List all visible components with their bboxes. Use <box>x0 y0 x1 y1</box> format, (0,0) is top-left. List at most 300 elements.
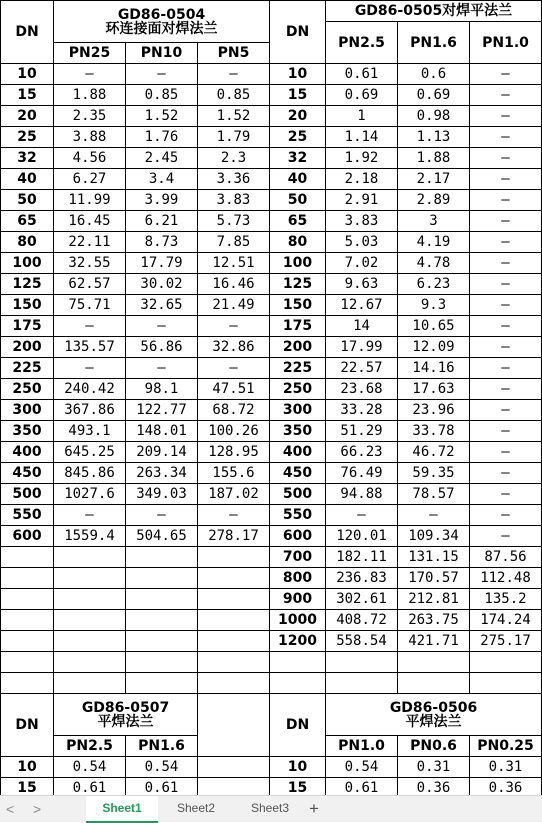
value-cell[interactable]: 4.56 <box>54 148 126 169</box>
value-cell[interactable]: 59.35 <box>398 463 470 484</box>
value-cell[interactable]: 21.49 <box>198 295 270 316</box>
value-cell[interactable]: 1.14 <box>326 127 398 148</box>
dn-cell[interactable]: 150 <box>1 295 54 316</box>
col-header[interactable]: PN10 <box>126 43 198 64</box>
value-cell[interactable]: — <box>126 64 198 85</box>
value-cell[interactable]: 9.63 <box>326 274 398 295</box>
value-cell[interactable]: 4.19 <box>398 232 470 253</box>
dn-cell[interactable]: 550 <box>1 505 54 526</box>
value-cell[interactable]: 17.79 <box>126 253 198 274</box>
value-cell[interactable] <box>54 547 126 568</box>
dn-cell[interactable]: 20 <box>270 106 326 127</box>
value-cell[interactable] <box>54 631 126 652</box>
dn-cell[interactable]: 400 <box>1 442 54 463</box>
value-cell[interactable]: 32.86 <box>198 337 270 358</box>
cell[interactable] <box>198 694 270 757</box>
value-cell[interactable]: — <box>54 505 126 526</box>
dn-cell[interactable]: 800 <box>270 568 326 589</box>
dn-cell[interactable] <box>1 610 54 631</box>
value-cell[interactable] <box>198 652 270 673</box>
table-row <box>1 64 542 85</box>
value-cell[interactable]: 32.65 <box>126 295 198 316</box>
value-cell[interactable]: — <box>470 295 542 316</box>
dn-cell[interactable]: 15 <box>270 778 326 796</box>
value-cell[interactable]: 16.45 <box>54 211 126 232</box>
next-sheet-icon[interactable]: > <box>33 801 42 817</box>
dn-cell[interactable]: 15 <box>1 778 54 796</box>
value-cell[interactable]: — <box>126 358 198 379</box>
col-header[interactable]: PN2.5 <box>326 22 398 64</box>
value-cell[interactable] <box>326 652 398 673</box>
dn-cell[interactable]: 32 <box>270 148 326 169</box>
dn-cell[interactable]: 15 <box>270 85 326 106</box>
dn-cell[interactable]: 300 <box>1 400 54 421</box>
table-row <box>1 484 542 505</box>
dn-cell[interactable]: 1000 <box>270 610 326 631</box>
value-cell[interactable]: 504.65 <box>126 526 198 547</box>
value-cell[interactable]: 302.61 <box>326 589 398 610</box>
dn-cell[interactable] <box>270 673 326 694</box>
value-cell[interactable]: 408.72 <box>326 610 398 631</box>
value-cell[interactable]: 170.57 <box>398 568 470 589</box>
value-cell[interactable]: 0.69 <box>326 85 398 106</box>
value-cell[interactable] <box>126 589 198 610</box>
table-title-0507[interactable] <box>54 694 198 736</box>
value-cell[interactable]: — <box>470 463 542 484</box>
value-cell[interactable]: 66.23 <box>326 442 398 463</box>
table-title-0505[interactable]: GD86-0505对焊平法兰 <box>326 1 542 22</box>
value-cell[interactable]: — <box>470 505 542 526</box>
value-cell[interactable]: 9.3 <box>398 295 470 316</box>
value-cell[interactable]: 278.17 <box>198 526 270 547</box>
value-cell[interactable]: 135.57 <box>54 337 126 358</box>
value-cell[interactable]: 187.02 <box>198 484 270 505</box>
value-cell[interactable]: 5.73 <box>198 211 270 232</box>
value-cell[interactable]: 135.2 <box>470 589 542 610</box>
value-cell[interactable] <box>54 589 126 610</box>
value-cell[interactable]: 3.4 <box>126 169 198 190</box>
value-cell[interactable]: 7.85 <box>198 232 270 253</box>
value-cell[interactable]: 1.88 <box>54 85 126 106</box>
dn-cell[interactable]: 400 <box>270 442 326 463</box>
value-cell[interactable]: 12.09 <box>398 337 470 358</box>
value-cell[interactable]: 3.83 <box>198 190 270 211</box>
value-cell[interactable]: 2.45 <box>126 148 198 169</box>
dn-cell[interactable] <box>1 652 54 673</box>
dn-cell[interactable]: 125 <box>1 274 54 295</box>
table-row <box>1 190 542 211</box>
table-row <box>1 547 542 568</box>
value-cell[interactable]: 112.48 <box>470 568 542 589</box>
dn-cell[interactable]: 250 <box>1 379 54 400</box>
value-cell[interactable]: — <box>470 400 542 421</box>
value-cell[interactable] <box>198 547 270 568</box>
dn-cell[interactable]: 25 <box>1 127 54 148</box>
dn-cell[interactable]: 25 <box>270 127 326 148</box>
value-cell[interactable]: — <box>470 106 542 127</box>
value-cell[interactable]: — <box>54 316 126 337</box>
value-cell[interactable]: — <box>198 505 270 526</box>
dn-cell[interactable] <box>1 568 54 589</box>
value-cell[interactable]: 10.65 <box>398 316 470 337</box>
value-cell[interactable]: 2.3 <box>198 148 270 169</box>
value-cell[interactable]: 1.92 <box>326 148 398 169</box>
value-cell[interactable] <box>198 757 270 778</box>
value-cell[interactable] <box>326 673 398 694</box>
value-cell[interactable]: 558.54 <box>326 631 398 652</box>
value-cell[interactable]: 0.85 <box>126 85 198 106</box>
dn-cell[interactable]: 32 <box>1 148 54 169</box>
value-cell[interactable]: 16.46 <box>198 274 270 295</box>
value-cell[interactable]: 148.01 <box>126 421 198 442</box>
value-cell[interactable]: 2.35 <box>54 106 126 127</box>
dn-cell[interactable]: 50 <box>1 190 54 211</box>
value-cell[interactable]: 33.78 <box>398 421 470 442</box>
dn-cell[interactable]: 100 <box>1 253 54 274</box>
value-cell[interactable]: — <box>470 211 542 232</box>
table-row <box>1 106 542 127</box>
dn-cell[interactable]: 1200 <box>270 631 326 652</box>
value-cell[interactable]: 120.01 <box>326 526 398 547</box>
value-cell[interactable]: 275.17 <box>470 631 542 652</box>
value-cell[interactable] <box>470 652 542 673</box>
value-cell[interactable]: 263.75 <box>398 610 470 631</box>
col-header[interactable]: PN1.0 <box>326 736 398 757</box>
value-cell[interactable]: — <box>470 64 542 85</box>
value-cell[interactable]: 182.11 <box>326 547 398 568</box>
value-cell[interactable]: 1559.4 <box>54 526 126 547</box>
dn-cell[interactable]: 200 <box>270 337 326 358</box>
value-cell[interactable]: 0.54 <box>54 757 126 778</box>
dn-cell[interactable]: 550 <box>270 505 326 526</box>
prev-sheet-icon[interactable]: < <box>6 801 15 817</box>
dn-cell[interactable]: 175 <box>270 316 326 337</box>
dn-cell[interactable] <box>1 589 54 610</box>
table-row <box>1 148 542 169</box>
value-cell[interactable]: 1.76 <box>126 127 198 148</box>
value-cell[interactable] <box>198 673 270 694</box>
value-cell[interactable]: 845.86 <box>54 463 126 484</box>
value-cell[interactable]: 174.24 <box>470 610 542 631</box>
dn-cell[interactable]: 65 <box>1 211 54 232</box>
value-cell[interactable]: 0.54 <box>326 757 398 778</box>
value-cell[interactable]: — <box>126 316 198 337</box>
dn-cell[interactable]: 225 <box>270 358 326 379</box>
value-cell[interactable]: 493.1 <box>54 421 126 442</box>
value-cell[interactable]: 0.61 <box>126 778 198 796</box>
value-cell[interactable]: 22.11 <box>54 232 126 253</box>
value-cell[interactable]: 100.26 <box>198 421 270 442</box>
sheet-tab[interactable]: Sheet1 <box>86 796 158 823</box>
value-cell[interactable]: 2.89 <box>398 190 470 211</box>
dn-cell[interactable]: 40 <box>270 169 326 190</box>
value-cell[interactable]: — <box>470 169 542 190</box>
table-row <box>1 442 542 463</box>
title-code: GD86-0506 <box>389 699 478 716</box>
value-cell[interactable]: 87.56 <box>470 547 542 568</box>
value-cell[interactable]: 1.88 <box>398 148 470 169</box>
table-row <box>1 757 542 778</box>
value-cell[interactable]: 5.03 <box>326 232 398 253</box>
value-cell[interactable]: 17.63 <box>398 379 470 400</box>
value-cell[interactable]: 240.42 <box>54 379 126 400</box>
value-cell[interactable] <box>54 652 126 673</box>
dn-cell[interactable]: 50 <box>270 190 326 211</box>
dn-cell[interactable]: 10 <box>270 64 326 85</box>
value-cell[interactable] <box>398 652 470 673</box>
value-cell[interactable]: 2.17 <box>398 169 470 190</box>
value-cell[interactable]: — <box>470 148 542 169</box>
value-cell[interactable]: 46.72 <box>398 442 470 463</box>
value-cell[interactable]: 17.99 <box>326 337 398 358</box>
value-cell[interactable]: 209.14 <box>126 442 198 463</box>
dn-cell[interactable]: 600 <box>1 526 54 547</box>
value-cell[interactable]: 0.36 <box>398 778 470 796</box>
dn-cell[interactable]: 700 <box>270 547 326 568</box>
value-cell[interactable]: — <box>54 64 126 85</box>
value-cell[interactable]: — <box>198 316 270 337</box>
table-title-0504[interactable] <box>54 1 270 43</box>
col-header[interactable]: PN2.5 <box>54 736 126 757</box>
value-cell[interactable]: 128.95 <box>198 442 270 463</box>
dn-cell[interactable]: 80 <box>1 232 54 253</box>
col-header[interactable]: PN25 <box>54 43 126 64</box>
value-cell[interactable]: 131.15 <box>398 547 470 568</box>
value-cell[interactable]: 33.28 <box>326 400 398 421</box>
value-cell[interactable]: 0.98 <box>398 106 470 127</box>
value-cell[interactable]: — <box>470 337 542 358</box>
dn-header[interactable]: DN <box>1 694 54 757</box>
col-header[interactable]: PN1.6 <box>126 736 198 757</box>
value-cell[interactable]: 23.96 <box>398 400 470 421</box>
table-row <box>1 610 542 631</box>
value-cell[interactable]: 6.27 <box>54 169 126 190</box>
value-cell[interactable]: 78.57 <box>398 484 470 505</box>
value-cell[interactable]: 263.34 <box>126 463 198 484</box>
sheet-tab[interactable]: Sheet3 <box>250 801 290 815</box>
value-cell[interactable]: 0.54 <box>126 757 198 778</box>
value-cell[interactable]: 212.81 <box>398 589 470 610</box>
value-cell[interactable]: — <box>470 379 542 400</box>
value-cell[interactable]: 94.88 <box>326 484 398 505</box>
value-cell[interactable]: 122.77 <box>126 400 198 421</box>
dn-cell[interactable]: 350 <box>1 421 54 442</box>
value-cell[interactable]: — <box>398 505 470 526</box>
value-cell[interactable]: 367.86 <box>54 400 126 421</box>
table-row <box>1 358 542 379</box>
dn-cell[interactable]: 500 <box>270 484 326 505</box>
value-cell[interactable]: — <box>54 358 126 379</box>
value-cell[interactable]: 0.31 <box>470 757 542 778</box>
dn-cell[interactable]: 10 <box>270 757 326 778</box>
value-cell[interactable]: 109.34 <box>398 526 470 547</box>
value-cell[interactable] <box>126 652 198 673</box>
col-header[interactable]: PN0.25 <box>470 736 542 757</box>
dn-cell[interactable]: 65 <box>270 211 326 232</box>
dn-cell[interactable]: 15 <box>1 85 54 106</box>
value-cell[interactable] <box>126 631 198 652</box>
dn-cell[interactable]: 80 <box>270 232 326 253</box>
value-cell[interactable]: 6.21 <box>126 211 198 232</box>
value-cell[interactable]: 155.6 <box>198 463 270 484</box>
value-cell[interactable] <box>54 610 126 631</box>
dn-cell[interactable]: 10 <box>1 757 54 778</box>
value-cell[interactable]: 3 <box>398 211 470 232</box>
dn-cell[interactable]: 350 <box>270 421 326 442</box>
value-cell[interactable]: 75.71 <box>54 295 126 316</box>
value-cell[interactable]: — <box>470 127 542 148</box>
value-cell[interactable]: 56.86 <box>126 337 198 358</box>
value-cell[interactable]: — <box>326 505 398 526</box>
value-cell[interactable] <box>126 568 198 589</box>
value-cell[interactable]: 3.83 <box>326 211 398 232</box>
value-cell[interactable] <box>198 610 270 631</box>
col-header[interactable]: PN1.0 <box>470 22 542 64</box>
dn-cell[interactable]: 600 <box>270 526 326 547</box>
value-cell[interactable]: — <box>198 358 270 379</box>
value-cell[interactable]: 76.49 <box>326 463 398 484</box>
dn-cell[interactable]: 450 <box>1 463 54 484</box>
value-cell[interactable]: 645.25 <box>54 442 126 463</box>
table-row <box>1 295 542 316</box>
value-cell[interactable]: — <box>470 232 542 253</box>
dn-cell[interactable] <box>1 631 54 652</box>
value-cell[interactable]: 7.02 <box>326 253 398 274</box>
value-cell[interactable]: 0.36 <box>470 778 542 796</box>
value-cell[interactable]: 0.85 <box>198 85 270 106</box>
dn-cell[interactable]: 900 <box>270 589 326 610</box>
value-cell[interactable]: 62.57 <box>54 274 126 295</box>
dn-cell[interactable]: 100 <box>270 253 326 274</box>
title-code: GD86-0507 <box>81 699 170 716</box>
value-cell[interactable]: — <box>470 274 542 295</box>
value-cell[interactable]: 12.51 <box>198 253 270 274</box>
table-row <box>1 127 542 148</box>
value-cell[interactable]: — <box>470 316 542 337</box>
value-cell[interactable] <box>198 589 270 610</box>
value-cell[interactable]: 6.23 <box>398 274 470 295</box>
sheet-tab-bar <box>0 795 542 822</box>
value-cell[interactable] <box>54 673 126 694</box>
add-sheet-icon[interactable]: + <box>309 799 319 818</box>
value-cell[interactable] <box>126 547 198 568</box>
value-cell[interactable]: 1027.6 <box>54 484 126 505</box>
value-cell[interactable]: 1.79 <box>198 127 270 148</box>
dn-header[interactable]: DN <box>1 1 54 64</box>
value-cell[interactable]: — <box>470 85 542 106</box>
value-cell[interactable]: 22.57 <box>326 358 398 379</box>
dn-cell[interactable]: 10 <box>1 64 54 85</box>
value-cell[interactable]: 236.83 <box>326 568 398 589</box>
value-cell[interactable]: 14 <box>326 316 398 337</box>
dn-cell[interactable]: 175 <box>1 316 54 337</box>
value-cell[interactable]: 3.36 <box>198 169 270 190</box>
value-cell[interactable]: 1.52 <box>198 106 270 127</box>
value-cell[interactable] <box>398 673 470 694</box>
col-header[interactable]: PN1.6 <box>398 22 470 64</box>
value-cell[interactable]: 23.68 <box>326 379 398 400</box>
dn-cell[interactable]: 450 <box>270 463 326 484</box>
dn-cell[interactable]: 150 <box>270 295 326 316</box>
value-cell[interactable]: 2.18 <box>326 169 398 190</box>
value-cell[interactable]: 14.16 <box>398 358 470 379</box>
value-cell[interactable]: 8.73 <box>126 232 198 253</box>
value-cell[interactable]: 0.69 <box>398 85 470 106</box>
dn-cell[interactable]: 40 <box>1 169 54 190</box>
value-cell[interactable] <box>126 673 198 694</box>
value-cell[interactable] <box>198 631 270 652</box>
dn-cell[interactable]: 125 <box>270 274 326 295</box>
value-cell[interactable]: 12.67 <box>326 295 398 316</box>
col-header[interactable]: PN5 <box>198 43 270 64</box>
value-cell[interactable]: 421.71 <box>398 631 470 652</box>
value-cell[interactable]: 1.13 <box>398 127 470 148</box>
value-cell[interactable]: — <box>470 190 542 211</box>
value-cell[interactable]: 0.61 <box>326 64 398 85</box>
dn-cell[interactable] <box>1 547 54 568</box>
value-cell[interactable]: 68.72 <box>198 400 270 421</box>
value-cell[interactable]: 3.99 <box>126 190 198 211</box>
value-cell[interactable]: 0.61 <box>54 778 126 796</box>
table-row <box>1 421 542 442</box>
value-cell[interactable] <box>470 673 542 694</box>
dn-cell[interactable]: 200 <box>1 337 54 358</box>
dn-cell[interactable] <box>1 673 54 694</box>
value-cell[interactable]: — <box>470 253 542 274</box>
value-cell[interactable]: 47.51 <box>198 379 270 400</box>
value-cell[interactable]: 30.02 <box>126 274 198 295</box>
dn-cell[interactable]: 500 <box>1 484 54 505</box>
value-cell[interactable]: 51.29 <box>326 421 398 442</box>
value-cell[interactable] <box>54 568 126 589</box>
value-cell[interactable]: 2.91 <box>326 190 398 211</box>
value-cell[interactable]: 349.03 <box>126 484 198 505</box>
value-cell[interactable] <box>126 610 198 631</box>
value-cell[interactable]: 32.55 <box>54 253 126 274</box>
sheet-tab[interactable]: Sheet2 <box>176 801 216 815</box>
value-cell[interactable] <box>198 568 270 589</box>
table-title-0506[interactable] <box>326 694 542 736</box>
value-cell[interactable]: 3.88 <box>54 127 126 148</box>
dn-header[interactable]: DN <box>270 694 326 757</box>
value-cell[interactable]: 0.31 <box>398 757 470 778</box>
col-header[interactable]: PN0.6 <box>398 736 470 757</box>
dn-cell[interactable]: 250 <box>270 379 326 400</box>
table-row <box>1 232 542 253</box>
dn-cell[interactable]: 225 <box>1 358 54 379</box>
dn-header[interactable]: DN <box>270 1 326 64</box>
value-cell[interactable]: 98.1 <box>126 379 198 400</box>
value-cell[interactable]: 0.61 <box>326 778 398 796</box>
dn-cell[interactable] <box>270 652 326 673</box>
value-cell[interactable]: 11.99 <box>54 190 126 211</box>
table-row <box>1 778 542 796</box>
value-cell[interactable]: 0.6 <box>398 64 470 85</box>
dn-cell[interactable]: 20 <box>1 106 54 127</box>
value-cell[interactable]: — <box>126 505 198 526</box>
value-cell[interactable]: — <box>198 64 270 85</box>
dn-cell[interactable]: 300 <box>270 400 326 421</box>
value-cell[interactable]: 1 <box>326 106 398 127</box>
value-cell[interactable]: 1.52 <box>126 106 198 127</box>
value-cell[interactable]: — <box>470 421 542 442</box>
value-cell[interactable]: — <box>470 484 542 505</box>
value-cell[interactable]: — <box>470 442 542 463</box>
value-cell[interactable] <box>198 778 270 796</box>
value-cell[interactable]: — <box>470 358 542 379</box>
value-cell[interactable]: 4.78 <box>398 253 470 274</box>
value-cell[interactable]: — <box>470 526 542 547</box>
